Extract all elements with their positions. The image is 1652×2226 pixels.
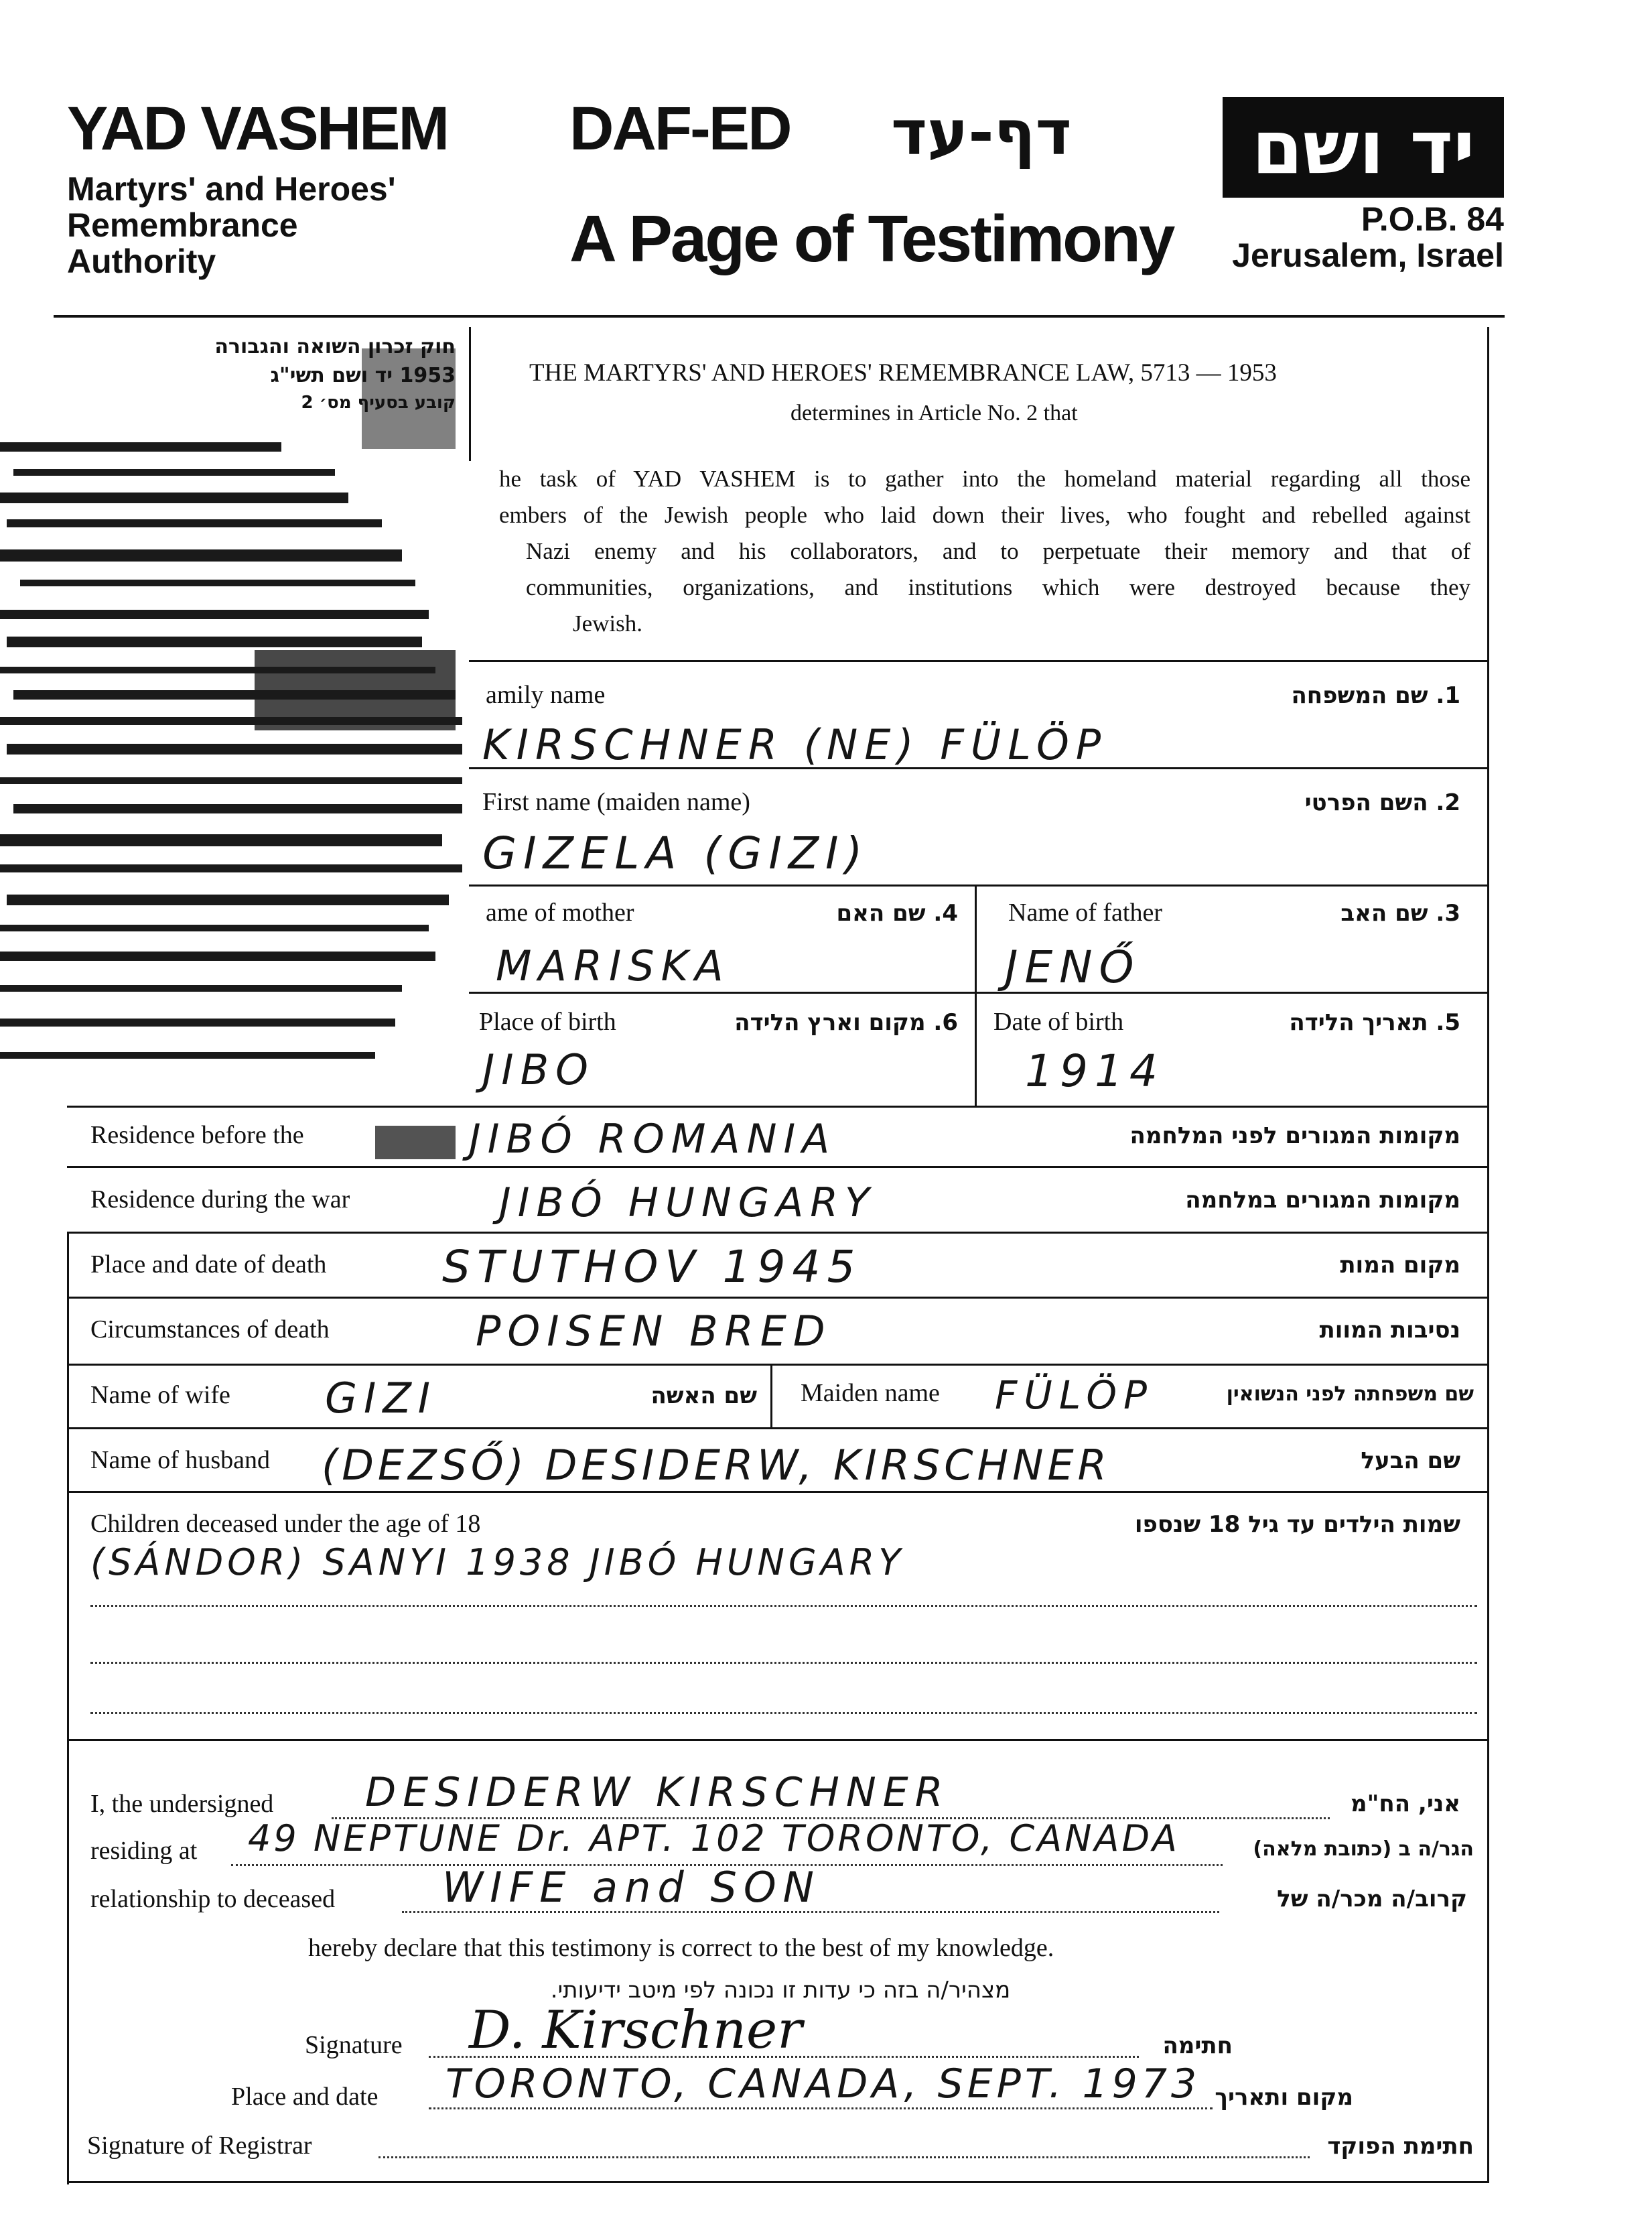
- row-line: [469, 885, 1489, 887]
- org-title: YAD VASHEM: [67, 94, 448, 163]
- law-text-line: Jewish.: [573, 610, 643, 637]
- column-line: [975, 885, 977, 1106]
- residence-during-hebrew: מקומות המגורים במלחמה: [1185, 1187, 1460, 1214]
- maiden-value[interactable]: FÜLÖP: [995, 1372, 1154, 1418]
- birthplace-value[interactable]: JIBO: [482, 1045, 595, 1094]
- scan-streaks-icon: [0, 348, 469, 1166]
- org-subtitle: [67, 171, 396, 279]
- death-value[interactable]: STUTHOV 1945: [442, 1241, 862, 1293]
- law-title: THE MARTYRS' AND HEROES' REMEMBRANCE LAW, 5713 — 1953: [529, 359, 1277, 387]
- place-date-hebrew: מקום ותאריך: [1215, 2084, 1353, 2111]
- org-subtitle-line: Authority: [67, 243, 216, 280]
- law-hebrew-line: 1953 יד ושם תשי"ג: [270, 364, 456, 387]
- signature-hebrew: חתימה: [1162, 2032, 1233, 2059]
- org-subtitle-line: Martyrs' and Heroes': [67, 170, 396, 208]
- residing-value[interactable]: 49 NEPTUNE Dr. APT. 102 TORONTO, CANADA: [248, 1817, 1180, 1859]
- declaration-hebrew: מצהיר/ה בזה כי עדות זו נכונה לפי מיטב ידיעותי.: [550, 1977, 1011, 2004]
- children-dotted-line: [90, 1605, 1477, 1607]
- family-name-value[interactable]: KIRSCHNER (NE) FÜLÖP: [482, 720, 1108, 769]
- mother-value[interactable]: MARISKA: [496, 941, 730, 990]
- residence-before-value[interactable]: JIBÓ ROMANIA: [469, 1116, 837, 1163]
- frame-right: [1487, 327, 1489, 2183]
- husband-hebrew: שם הבעל: [1361, 1447, 1460, 1474]
- registrar-dotted-line: [378, 2156, 1310, 2158]
- family-name-hebrew: 1. שם המשפחה: [1291, 682, 1460, 709]
- row-line: [67, 1364, 1489, 1366]
- row-line: [67, 1427, 1489, 1429]
- first-name-value[interactable]: GIZELA (GIZI): [482, 828, 870, 879]
- children-hebrew: שמות הילדים עד גיל 18 שנספו: [1134, 1511, 1460, 1538]
- row-line: [469, 992, 1489, 994]
- law-text-line: communities, organizations, and institutions which were destroyed because they: [526, 574, 1470, 600]
- law-text: [499, 461, 1470, 642]
- law-box-divider: [469, 327, 471, 461]
- row-line: [469, 660, 1489, 662]
- birthplace-hebrew: 6. מקום וארץ הלידה: [734, 1009, 958, 1036]
- org-subtitle-line: Remembrance: [67, 206, 298, 244]
- children-dotted-line: [90, 1662, 1477, 1664]
- place-date-label: Place and date: [231, 2083, 378, 2111]
- scan-artifact: [0, 348, 469, 1166]
- residence-during-label: Residence during the war: [90, 1185, 350, 1214]
- law-hebrew-line: קובע בסעיף מס׳ 2: [301, 393, 456, 413]
- law-subtitle: determines in Article No. 2 that: [790, 401, 1078, 425]
- residing-hebrew: הגר/ה ב (כתובת מלאה): [1253, 1837, 1474, 1861]
- father-label: Name of father: [1008, 899, 1162, 927]
- undersigned-value[interactable]: DESIDERW KIRSCHNER: [365, 1769, 950, 1816]
- relationship-label: relationship to deceased: [90, 1885, 336, 1913]
- residence-before-hebrew: מקומות המגורים לפני המלחמה: [1129, 1122, 1460, 1149]
- row-line: [67, 1297, 1489, 1299]
- page-title: A Page of Testimony: [569, 202, 1174, 275]
- mother-hebrew: 4. שם האם: [836, 900, 958, 927]
- children-dotted-line: [90, 1712, 1477, 1714]
- family-name-label: amily name: [486, 681, 606, 709]
- frame-bottom: [67, 2181, 1489, 2183]
- circumstances-value[interactable]: POISEN BRED: [476, 1307, 832, 1356]
- row-line: [67, 1491, 1489, 1493]
- daf-ed-hebrew: דף-עד: [891, 97, 1072, 169]
- frame-left: [67, 1233, 69, 2184]
- death-hebrew: מקום המות: [1340, 1252, 1460, 1279]
- law-hebrew-line: חוק זכרון השואה והגבורה: [214, 335, 456, 358]
- maiden-hebrew: שם משפחתה לפני הנשואין: [1226, 1382, 1474, 1406]
- first-name-label: First name (maiden name): [482, 788, 750, 816]
- birthdate-value[interactable]: 1914: [1025, 1045, 1164, 1097]
- signature-value[interactable]: D. Kirschner: [469, 2000, 803, 2060]
- registrar-label: Signature of Registrar: [87, 2132, 312, 2160]
- residence-during-value[interactable]: JIBÓ HUNGARY: [499, 1179, 876, 1226]
- header-divider: [54, 315, 1505, 318]
- law-text-line: Nazi enemy and his collaborators, and to perpetuate their memory and that of: [526, 538, 1470, 564]
- wife-hebrew: שם האשה: [650, 1382, 757, 1409]
- law-text-line: he task of YAD VASHEM is to gather into the homeland material regarding all those: [499, 466, 1470, 492]
- pob: P.O.B. 84: [1361, 200, 1504, 238]
- residing-label: residing at: [90, 1837, 198, 1865]
- residence-before-label: Residence before the: [90, 1121, 304, 1149]
- place-date-dotted-line: [429, 2107, 1213, 2109]
- children-value[interactable]: (SÁNDOR) SANYI 1938 JIBÓ HUNGARY: [90, 1541, 905, 1583]
- registrar-hebrew: חתימת הפוקד: [1327, 2133, 1474, 2160]
- law-hebrew: [107, 335, 456, 413]
- column-line: [770, 1364, 772, 1427]
- address-block: [1223, 201, 1504, 273]
- relationship-value[interactable]: WIFE and SON: [442, 1863, 821, 1912]
- father-value[interactable]: JENŐ: [1005, 941, 1141, 993]
- logo-hebrew: יד ושם: [1251, 105, 1475, 190]
- husband-value[interactable]: (DEZSŐ) DESIDERW, KIRSCHNER: [322, 1441, 1111, 1490]
- undersigned-label: I, the undersigned: [90, 1790, 274, 1818]
- circumstances-label: Circumstances of death: [90, 1315, 330, 1344]
- row-line: [67, 1106, 1489, 1108]
- logo-box: [1223, 97, 1504, 198]
- signature-label: Signature: [305, 2031, 403, 2059]
- undersigned-hebrew: אני, הח"מ: [1351, 1790, 1460, 1817]
- law-text-line: embers of the Jewish people who laid down their lives, who fought and rebelled against: [499, 502, 1470, 528]
- father-hebrew: 3. שם האב: [1340, 900, 1460, 927]
- death-label: Place and date of death: [90, 1250, 327, 1279]
- row-line: [67, 1232, 1489, 1234]
- circumstances-hebrew: נסיבות המוות: [1319, 1317, 1460, 1344]
- mother-label: ame of mother: [486, 899, 634, 927]
- city: Jerusalem, Israel: [1232, 237, 1504, 274]
- relationship-hebrew: קרוב/ה מכר/ה של: [1277, 1886, 1467, 1912]
- wife-value[interactable]: GIZI: [325, 1374, 437, 1423]
- birthplace-label: Place of birth: [479, 1008, 616, 1036]
- row-line: [67, 1739, 1489, 1741]
- birthdate-label: Date of birth: [993, 1008, 1124, 1036]
- first-name-hebrew: 2. השם הפרטי: [1304, 789, 1460, 816]
- declaration-english: hereby declare that this testimony is correct to the best of my knowledge.: [308, 1934, 1054, 1962]
- maiden-label: Maiden name: [801, 1379, 940, 1407]
- husband-label: Name of husband: [90, 1446, 271, 1474]
- wife-label: Name of wife: [90, 1381, 230, 1409]
- place-date-value[interactable]: TORONTO, CANADA, SEPT. 1973: [445, 2060, 1201, 2107]
- row-line: [67, 1166, 1489, 1168]
- children-label: Children deceased under the age of 18: [90, 1510, 481, 1538]
- birthdate-hebrew: 5. תאריך הלידה: [1289, 1009, 1460, 1036]
- daf-ed-title: DAF-ED: [569, 94, 790, 163]
